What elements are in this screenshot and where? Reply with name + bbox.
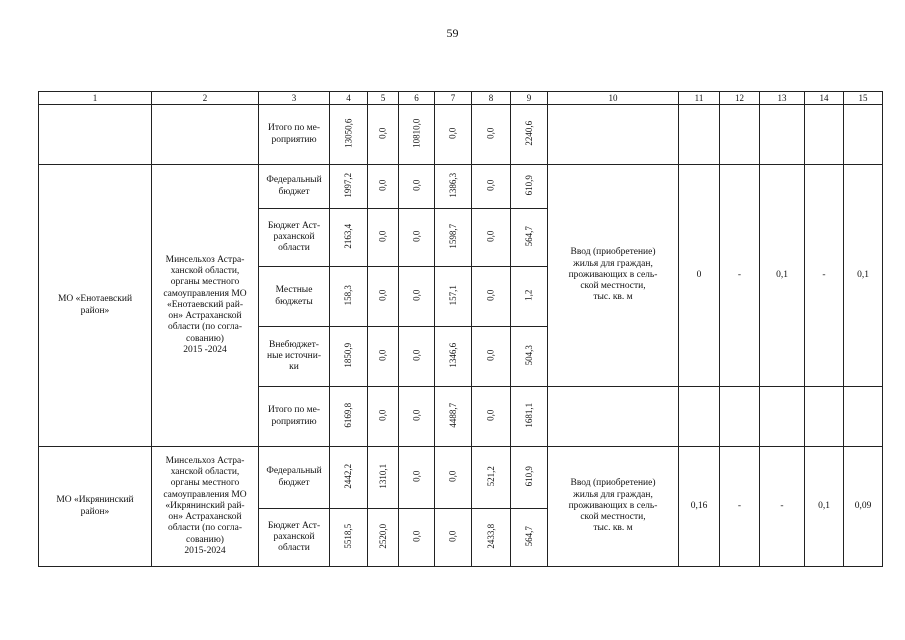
- table-row: [39, 165, 883, 209]
- value-cell: [330, 447, 368, 509]
- column-number: 3: [259, 92, 330, 105]
- value: 1386,3: [447, 173, 458, 199]
- value: 0,0: [485, 128, 496, 140]
- value-cell: [472, 447, 511, 509]
- value: 0,0: [411, 531, 422, 543]
- value-cell: [472, 509, 511, 567]
- indicator-value: 0,16: [679, 447, 720, 567]
- value: 0,0: [411, 231, 422, 243]
- column-number: 1: [39, 92, 152, 105]
- value-cell: [511, 327, 548, 387]
- column-number: 9: [511, 92, 548, 105]
- table-row: [39, 447, 883, 509]
- value-cell: [435, 165, 472, 209]
- indicator-cell: Ввод (приобретение) жилья для граждан, проживающих в сель- ской местности, тыс. кв. м: [548, 447, 679, 567]
- value: 0,0: [377, 290, 388, 302]
- value-cell: [399, 447, 435, 509]
- value-cell: [511, 387, 548, 447]
- value: 1681,1: [523, 403, 534, 429]
- value: 2163,4: [343, 224, 354, 250]
- value: 0,0: [411, 180, 422, 192]
- value-cell: [368, 165, 399, 209]
- value-cell: [511, 447, 548, 509]
- indicator-value: 0,1: [844, 165, 883, 387]
- indicator-value: -: [720, 165, 760, 387]
- indicator-value: 0,1: [760, 165, 805, 387]
- funding-source: Итого по ме- роприятию: [259, 387, 330, 447]
- indicator-value: 0,1: [805, 447, 844, 567]
- empty-cell: [679, 387, 720, 447]
- value-cell: [399, 509, 435, 567]
- empty-cell: [760, 387, 805, 447]
- value: 0,0: [377, 180, 388, 192]
- value: 0,0: [377, 231, 388, 243]
- value: 1346,6: [447, 343, 458, 369]
- value-cell: [330, 267, 368, 327]
- column-number: 4: [330, 92, 368, 105]
- empty-cell: [720, 105, 760, 165]
- value-cell: [472, 165, 511, 209]
- value-cell: [368, 209, 399, 267]
- value-cell: [511, 267, 548, 327]
- value-cell: [435, 327, 472, 387]
- value: 0,0: [447, 471, 458, 483]
- column-number: 14: [805, 92, 844, 105]
- municipality-name: МО «Енотаевский район»: [39, 165, 152, 447]
- funding-source: Федеральный бюджет: [259, 447, 330, 509]
- value-cell: [472, 387, 511, 447]
- value: 0,0: [377, 350, 388, 362]
- column-number: 11: [679, 92, 720, 105]
- value: 2433,8: [485, 524, 496, 550]
- value: 0,0: [377, 128, 388, 140]
- value: 1598,7: [447, 224, 458, 250]
- funding-source: Бюджет Аст- раханской области: [259, 509, 330, 567]
- indicator-value: -: [760, 447, 805, 567]
- value: 5518,5: [343, 524, 354, 550]
- value-cell: [399, 387, 435, 447]
- value-cell: [511, 165, 548, 209]
- funding-source: Бюджет Аст- раханской области: [259, 209, 330, 267]
- empty-cell: [548, 105, 679, 165]
- indicator-value: 0: [679, 165, 720, 387]
- value: 564,7: [523, 226, 534, 247]
- empty-cell: [679, 105, 720, 165]
- page-number: 59: [446, 26, 459, 40]
- value-cell: [435, 387, 472, 447]
- column-number-row: [39, 92, 883, 105]
- value: 504,3: [523, 345, 534, 366]
- value: 0,0: [485, 231, 496, 243]
- value-cell: [399, 327, 435, 387]
- indicator-value: -: [805, 165, 844, 387]
- value-cell: [368, 327, 399, 387]
- value-cell: [435, 105, 472, 165]
- value: 0,0: [447, 128, 458, 140]
- table-row: [39, 105, 883, 165]
- value-cell: [511, 509, 548, 567]
- value-cell: [435, 509, 472, 567]
- value-cell: [368, 509, 399, 567]
- value-cell: [330, 209, 368, 267]
- value: 1997,2: [343, 173, 354, 199]
- value: 0,0: [485, 180, 496, 192]
- column-number: 10: [548, 92, 679, 105]
- indicator-cell: Ввод (приобретение) жилья для граждан, проживающих в сель- ской местности, тыс. кв. м: [548, 165, 679, 387]
- value-cell: [330, 105, 368, 165]
- value-cell: [368, 105, 399, 165]
- indicator-value: -: [720, 447, 760, 567]
- value-cell: [399, 105, 435, 165]
- value: 13050,6: [343, 119, 354, 149]
- value-cell: [435, 267, 472, 327]
- funding-source: Итого по ме- роприятию: [259, 105, 330, 165]
- value: 0,0: [411, 410, 422, 422]
- value: 0,0: [411, 471, 422, 483]
- value: 0,0: [485, 290, 496, 302]
- column-number: 8: [472, 92, 511, 105]
- program-table: [38, 91, 883, 567]
- column-number: 15: [844, 92, 883, 105]
- value: 610,9: [523, 466, 534, 487]
- value-cell: [511, 105, 548, 165]
- value-cell: [435, 209, 472, 267]
- empty-cell: [39, 105, 152, 165]
- value-cell: [472, 327, 511, 387]
- empty-cell: [720, 387, 760, 447]
- value-cell: [472, 267, 511, 327]
- value: 157,1: [447, 285, 458, 306]
- empty-cell: [548, 387, 679, 447]
- value-cell: [368, 267, 399, 327]
- value-cell: [399, 209, 435, 267]
- indicator-value: 0,09: [844, 447, 883, 567]
- empty-cell: [805, 387, 844, 447]
- empty-cell: [844, 105, 883, 165]
- value-cell: [511, 209, 548, 267]
- value: 2520,0: [377, 524, 388, 550]
- empty-cell: [805, 105, 844, 165]
- executor-cell: Минсельхоз Астра- ханской области, органы местного самоуправления МО «Енотаевский рай- он» Астраханской области (по согла- сованию) 2015 -2024: [152, 165, 259, 447]
- value: 1850,9: [343, 343, 354, 369]
- value: 0,0: [485, 410, 496, 422]
- column-number: 13: [760, 92, 805, 105]
- value-cell: [472, 209, 511, 267]
- column-number: 2: [152, 92, 259, 105]
- value: 0,0: [447, 531, 458, 543]
- column-number: 6: [399, 92, 435, 105]
- value-cell: [399, 165, 435, 209]
- value: 6169,8: [343, 403, 354, 429]
- value: 10810,0: [411, 119, 422, 149]
- value: 0,0: [485, 350, 496, 362]
- empty-cell: [844, 387, 883, 447]
- value: 158,3: [343, 285, 354, 306]
- value-cell: [330, 165, 368, 209]
- value: 0,0: [377, 410, 388, 422]
- value-cell: [330, 387, 368, 447]
- executor-cell: Минсельхоз Астра- ханской области, органы местного самоуправления МО «Икрянинский рай- он» Астраханской области (по согла- сованию) 2015-2024: [152, 447, 259, 567]
- value: 2240,6: [523, 121, 534, 147]
- value-cell: [330, 327, 368, 387]
- value: 610,9: [523, 175, 534, 196]
- value: 0,0: [411, 350, 422, 362]
- value-cell: [399, 267, 435, 327]
- value-cell: [330, 509, 368, 567]
- column-number: 5: [368, 92, 399, 105]
- value-cell: [368, 387, 399, 447]
- value-cell: [435, 447, 472, 509]
- funding-source: Внебюджет- ные источни- ки: [259, 327, 330, 387]
- value: 521,2: [485, 466, 496, 487]
- funding-source: Федеральный бюджет: [259, 165, 330, 209]
- value: 1,2: [523, 290, 534, 302]
- value-cell: [472, 105, 511, 165]
- funding-source: Местные бюджеты: [259, 267, 330, 327]
- municipality-name: МО «Икрянинский район»: [39, 447, 152, 567]
- value: 4488,7: [447, 403, 458, 429]
- value: 564,7: [523, 526, 534, 547]
- value-cell: [368, 447, 399, 509]
- empty-cell: [152, 105, 259, 165]
- value: 2442,2: [343, 464, 354, 490]
- value: 0,0: [411, 290, 422, 302]
- empty-cell: [760, 105, 805, 165]
- value: 1310,1: [377, 464, 388, 490]
- column-number: 7: [435, 92, 472, 105]
- column-number: 12: [720, 92, 760, 105]
